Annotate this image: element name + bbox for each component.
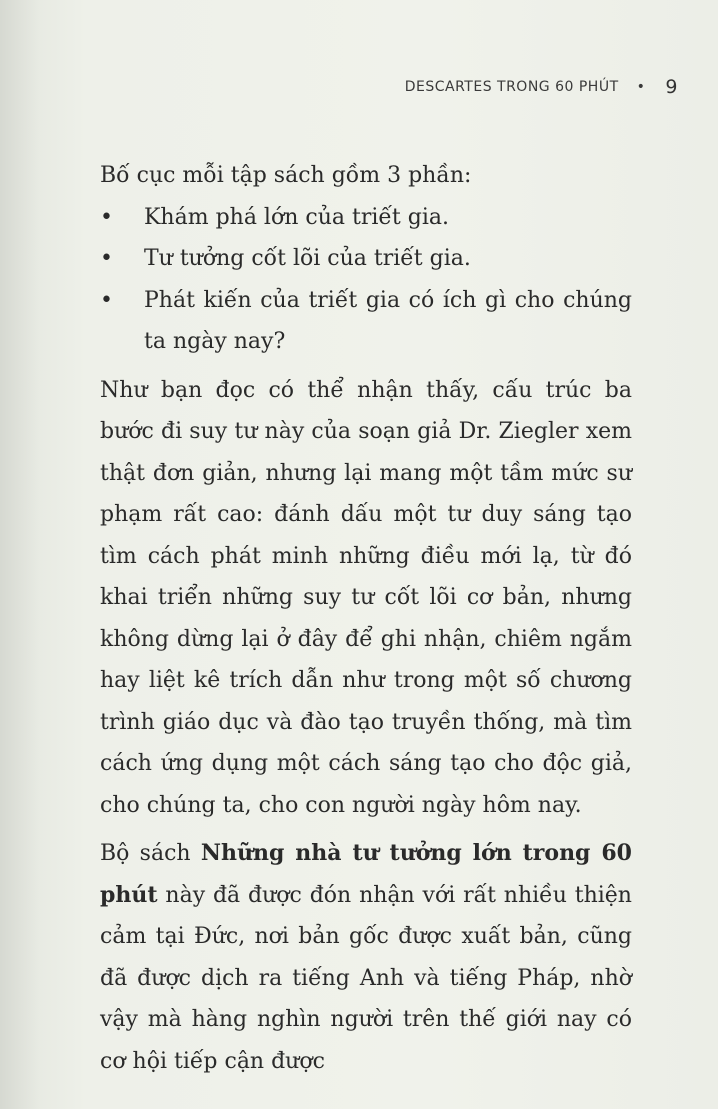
paragraph-series-rest: này đã được đón nhận với rất nhiều thiện cảm tại Đức, nơi bản gốc được xuất bản, cũng đã được dịch ra tiếng Anh và tiếng Pháp, nhờ vậy mà hàng nghìn người trên thế giới nay có cơ hội tiếp cận được bbox=[100, 882, 632, 1074]
bullet-text: Phát kiến của triết gia có ích gì cho chúng ta ngày nay? bbox=[144, 287, 632, 354]
gutter-shadow bbox=[0, 0, 40, 1109]
bullet-item bbox=[100, 197, 632, 239]
paragraph-series-prefix: Bộ sách bbox=[100, 841, 191, 866]
bullet-item bbox=[100, 280, 632, 363]
body-text bbox=[100, 155, 632, 1082]
bullet-text: Khám phá lớn của triết gia. bbox=[144, 204, 449, 230]
header-separator: • bbox=[636, 79, 646, 95]
page-number: 9 bbox=[665, 76, 678, 98]
bullet-icon: • bbox=[100, 204, 113, 230]
bullet-text: Tư tưởng cốt lõi của triết gia. bbox=[144, 246, 471, 271]
bullet-icon: • bbox=[100, 287, 113, 313]
series-title: Những nhà tư tưởng lớn trong 60 phút bbox=[100, 840, 632, 908]
intro-line: Bố cục mỗi tập sách gồm 3 phần: bbox=[100, 163, 472, 188]
bullet-list bbox=[100, 197, 632, 363]
bullet-icon: • bbox=[100, 246, 113, 271]
running-title: DESCARTES TRONG 60 PHÚT bbox=[404, 79, 619, 95]
running-header bbox=[405, 76, 678, 98]
paragraph-series bbox=[100, 833, 632, 1082]
paragraph-structure: Như bạn đọc có thể nhận thấy, cấu trúc ba bước đi suy tư này của soạn giả Dr. Ziegler xem thật đơn giản, nhưng lại mang một tầm mức sư phạm rất cao: đánh dấu một tư duy sáng tạo tìm cách phát minh những điều mới lạ, từ đó khai triển những suy tư cốt lõi cơ bản, nhưng không dừng lại ở đây để ghi nhận, chiêm ngắm hay liệt kê trích dẫn như trong một số chương trình giáo dục và đào tạo truyền thống, mà tìm cách ứng dụng một cách sáng tạo cho độc giả, cho chúng ta, cho con người ngày hôm nay. bbox=[100, 377, 632, 818]
bullet-item bbox=[100, 238, 632, 280]
